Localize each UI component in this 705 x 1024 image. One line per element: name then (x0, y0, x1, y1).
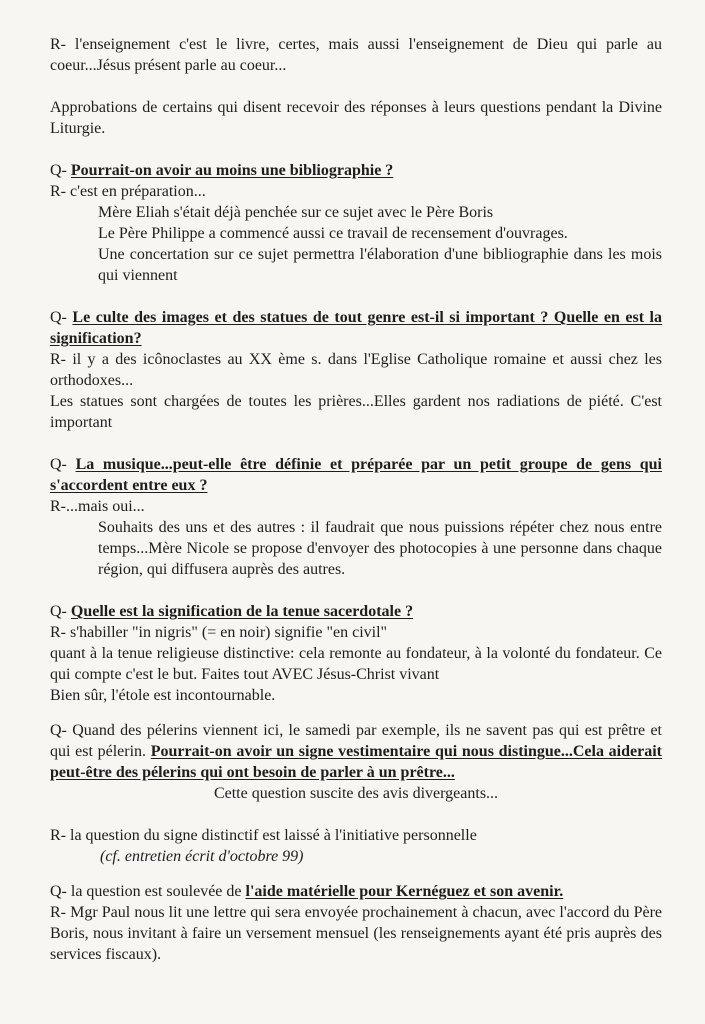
citation: (cf. entretien écrit d'octobre 99) (100, 848, 304, 865)
question-text: Pourrait-on avoir un signe vestimentaire qui nous distingue...Cela aiderait peut-être des pélerins qui ont besoin de parler à un prêtre... (50, 743, 663, 781)
question-bibliography (50, 160, 662, 181)
answer-bibliography: R- c'est en préparation... (50, 183, 206, 200)
answer-music-detail: Souhaits des uns et des autres : il faudrait que nous puissions répéter chez nous entre temps...Mère Nicole se propose d'envoyer des photocopies à une personne dans chaque région, qui diffusera auprès des autres. (98, 519, 662, 578)
answer-music: R-...mais oui... (50, 498, 145, 515)
question-prefix: Q- (50, 309, 73, 326)
answer-sign: R- la question du signe distinctif est laissé à l'initiative personnelle (50, 827, 477, 844)
answer-teaching: R- l'enseignement c'est le livre, certes, mais aussi l'enseignement de Dieu qui parle au coeur...Jésus présent parle au coeur... (50, 36, 662, 74)
question-aid (50, 881, 662, 902)
bibliography-item: Le Père Philippe a commencé aussi ce travail de recensement d'ouvrages. (98, 225, 568, 242)
question-text: Le culte des images et des statues de tout genre est-il si important ? Quelle en est la signification? (50, 309, 663, 347)
document-page (50, 34, 662, 965)
question-prefix: Q- (50, 456, 76, 473)
question-prefix: Q- (50, 603, 71, 620)
answer-attire-2: quant à la tenue religieuse distinctive: cela remonte au fondateur, à la volonté du fondateur. Ce qui compte c'est le but. Faites tout AVEC Jésus-Christ vivant (50, 645, 662, 683)
divergent-opinions: Cette question suscite des avis divergeants... (213, 785, 499, 802)
question-text: La musique...peut-elle être définie et préparée par un petit groupe de gens qui s'accordent entre eux ? (50, 456, 663, 494)
question-text: l'aide matérielle pour Kernéguez et son avenir. (245, 883, 564, 900)
question-images (50, 307, 662, 349)
question-prefix: Q- la question est soulevée de (50, 883, 246, 900)
answer-aid: R- Mgr Paul nous lit une lettre qui sera envoyée prochainement à chacun, avec l'accord du Père Boris, nous invitant à faire un versement mensuel (les renseignements ayant été pris auprès des services fiscaux). (50, 904, 662, 963)
question-attire (50, 601, 662, 622)
answer-attire-1: R- s'habiller "in nigris" (= en noir) signifie "en civil" (50, 624, 388, 641)
question-music (50, 454, 662, 496)
bibliography-item: Une concertation sur ce sujet permettra l'élaboration d'une bibliographie dans les mois qui viennent (98, 246, 662, 284)
answer-attire-3: Bien sûr, l'étole est incontournable. (50, 687, 276, 704)
question-text: Pourrait-on avoir au moins une bibliographie ? (70, 162, 394, 179)
approbations-note: Approbations de certains qui disent recevoir des réponses à leurs questions pendant la Divine Liturgie. (50, 99, 662, 137)
question-prefix: Q- (50, 162, 71, 179)
answer-images-2: Les statues sont chargées de toutes les prières...Elles gardent nos radiations de piété. C'est important (50, 393, 662, 431)
answer-images-1: R- il y a des icônoclastes au XX ème s. dans l'Eglise Catholique romaine et aussi chez les orthodoxes... (50, 351, 662, 389)
question-text: Quelle est la signification de la tenue sacerdotale ? (70, 603, 414, 620)
bibliography-item: Mère Eliah s'était déjà penchée sur ce sujet avec le Père Boris (98, 204, 494, 221)
question-intro: Q- Quand des pélerins viennent ici, le samedi par exemple, ils ne savent pas qui est prêtre et qui est pélerin. (50, 722, 662, 760)
question-pilgrims (50, 720, 662, 783)
